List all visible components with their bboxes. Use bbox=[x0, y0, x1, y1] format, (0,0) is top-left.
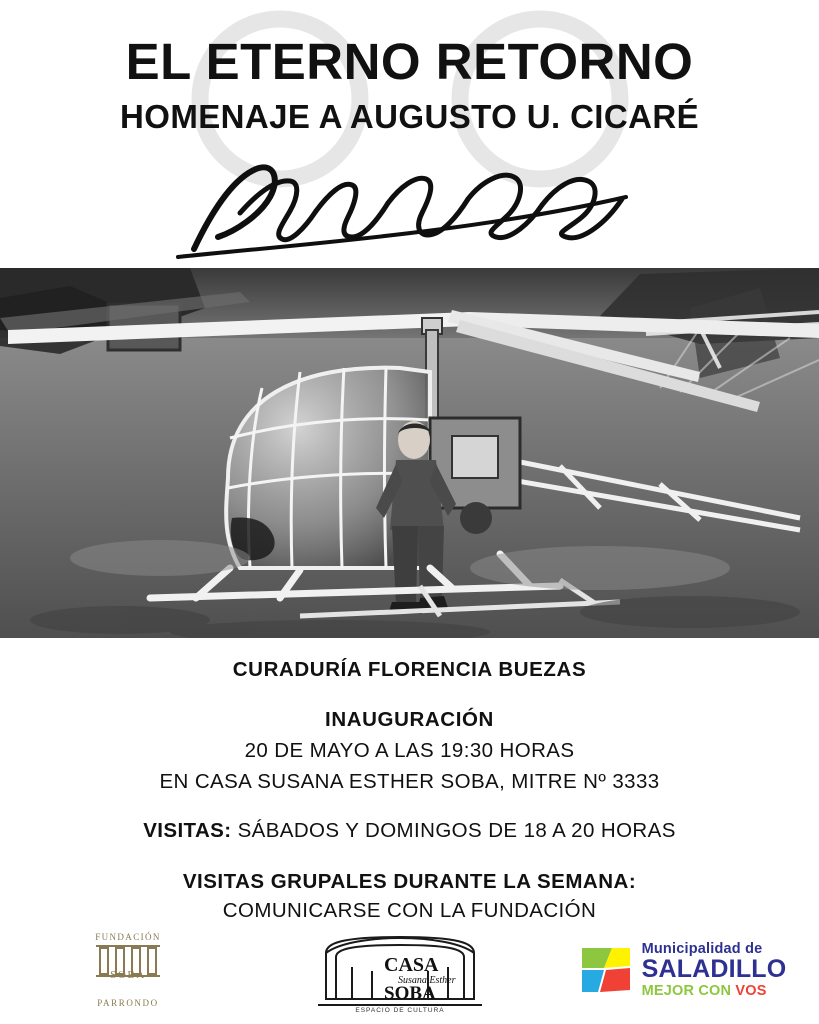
visits-value: SÁBADOS Y DOMINGOS DE 18 A 20 HORAS bbox=[237, 819, 676, 843]
signature-piruncho bbox=[0, 152, 819, 264]
inauguration-venue: EN CASA SUSANA ESTHER SOBA, MITRE Nº 3333 bbox=[159, 770, 660, 794]
poster-info bbox=[0, 638, 819, 923]
visits-line bbox=[0, 819, 819, 843]
municipalidad-saladillo-logo bbox=[545, 942, 819, 999]
svg-text:Susana Esther: Susana Esther bbox=[398, 975, 456, 986]
muni-slogan-b: VOS bbox=[735, 983, 767, 999]
muni-line2: SALADILLO bbox=[641, 955, 787, 983]
group-visits-label: VISITAS GRUPALES DURANTE LA SEMANA: bbox=[182, 870, 637, 894]
saladillo-mark-icon bbox=[578, 942, 634, 998]
page-subtitle: HOMENAJE A AUGUSTO U. CICARÉ bbox=[120, 98, 699, 136]
svg-text:SOBA: SOBA bbox=[109, 969, 146, 981]
group-visits-value: COMUNICARSE CON LA FUNDACIÓN bbox=[222, 899, 597, 923]
inauguration-datetime: 20 DE MAYO A LAS 19:30 HORAS bbox=[244, 739, 575, 763]
muni-line3 bbox=[642, 984, 787, 999]
curaduria-line: CURADURÍA FLORENCIA BUEZAS bbox=[232, 658, 587, 682]
poster-header bbox=[0, 0, 819, 136]
svg-text:PARRONDO: PARRONDO bbox=[96, 998, 159, 1008]
logo-strip bbox=[0, 922, 819, 1018]
helicopter-photo bbox=[0, 268, 819, 638]
svg-text:SOBA: SOBA bbox=[384, 983, 436, 1004]
inauguration-label: INAUGURACIÓN bbox=[325, 708, 494, 732]
page-title: EL ETERNO RETORNO bbox=[125, 33, 694, 90]
svg-text:ESPACIO DE CULTURA: ESPACIO DE CULTURA bbox=[355, 1007, 445, 1013]
muni-slogan-a: MEJOR CON bbox=[641, 983, 736, 999]
visits-label: VISITAS: bbox=[143, 819, 232, 843]
svg-text:FUNDACIÓN: FUNDACIÓN bbox=[94, 932, 161, 942]
muni-line1: Municipalidad de bbox=[641, 940, 763, 957]
fundacion-soba-parrondo-logo bbox=[0, 928, 255, 1012]
svg-text:CASA: CASA bbox=[384, 954, 439, 976]
casa-susana-esther-soba-logo bbox=[255, 927, 545, 1013]
